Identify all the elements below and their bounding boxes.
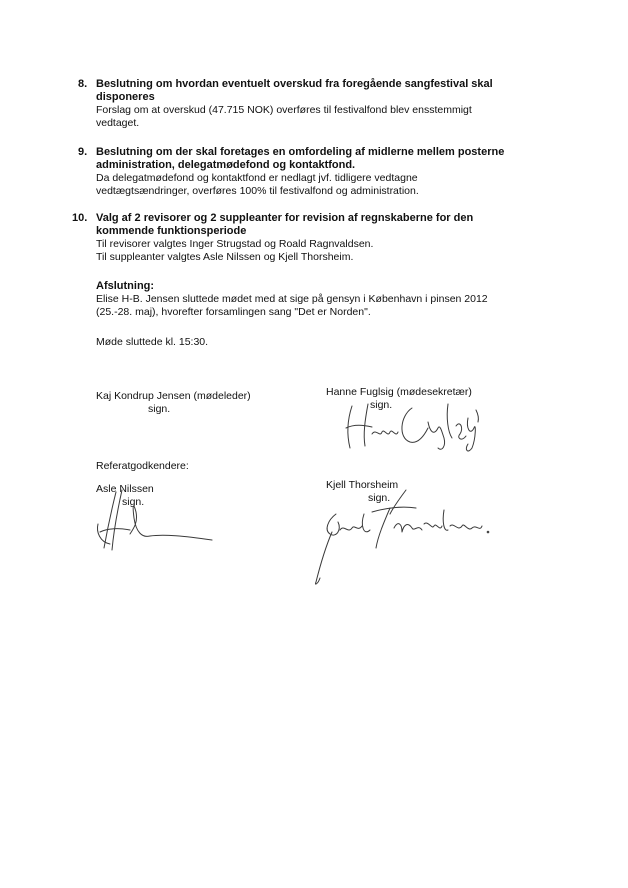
item-body-line: Til suppleanter valgtes Asle Nilssen og Kjell Thorsheim. xyxy=(96,251,354,263)
item-body-line: Da delegatmødefond og kontaktfond er nedlagt jvf. tidligere vedtagne xyxy=(96,172,418,184)
item-body-line: Forslag om at overskud (47.715 NOK) overføres til festivalfond blev ensstemmigt xyxy=(96,104,472,116)
closing-body-line: Elise H-B. Jensen sluttede mødet med at sige på gensyn i København i pinsen 2012 xyxy=(96,293,488,305)
secretary-handwritten-signature xyxy=(338,398,488,458)
approver1-sign-label: sign. xyxy=(122,496,145,508)
closing-section xyxy=(96,280,556,319)
closing-body-line: (25.-28. maj), hvorefter forsamlingen sang "Det er Norden". xyxy=(96,306,371,318)
item-title-line: Valg af 2 revisorer og 2 suppleanter for revision af regnskaberne for den xyxy=(96,212,474,224)
meeting-end-time: Møde sluttede kl. 15:30. xyxy=(96,336,209,348)
closing-heading: Afslutning: xyxy=(96,280,155,292)
item-body-line: vedtægtsændringer, overføres 100% til festivalfond og administration. xyxy=(96,185,419,197)
item-title-line: disponeres xyxy=(96,91,155,103)
secretary-name: Hanne Fuglsig (mødesekretær) xyxy=(326,386,472,398)
approver2-name: Kjell Thorsheim xyxy=(326,479,399,491)
chair-name: Kaj Kondrup Jensen (mødeleder) xyxy=(96,390,251,402)
closing-body xyxy=(96,293,556,319)
item-body-line: vedtaget. xyxy=(96,117,140,129)
item-title xyxy=(96,78,548,104)
approver2-handwritten-signature xyxy=(306,486,496,588)
agenda-item-10 xyxy=(72,212,548,264)
item-number: 9. xyxy=(78,146,88,158)
item-title-line: Beslutning om hvordan eventuelt overskud fra foregående sangfestival skal xyxy=(96,78,493,90)
item-body-line: Til revisorer valgtes Inger Strugstad og Roald Ragnvaldsen. xyxy=(96,238,374,250)
item-body xyxy=(96,104,548,130)
item-title xyxy=(96,212,548,238)
approver2-sign-label: sign. xyxy=(368,492,391,504)
secretary-sign-label: sign. xyxy=(370,399,393,411)
item-body xyxy=(96,172,548,198)
item-title-line: kommende funktionsperiode xyxy=(96,225,247,237)
approver1-handwritten-signature xyxy=(94,488,224,558)
item-title-line: administration, delegatmødefond og kontaktfond. xyxy=(96,159,356,171)
item-title xyxy=(96,146,548,172)
approver1-name: Asle Nilssen xyxy=(96,483,154,495)
agenda-item-8 xyxy=(78,78,548,130)
item-title-line: Beslutning om der skal foretages en omfordeling af midlerne mellem posterne xyxy=(96,146,505,158)
agenda-item-9 xyxy=(78,146,548,198)
item-body xyxy=(96,238,548,264)
chair-sign-label: sign. xyxy=(148,403,171,415)
item-number: 8. xyxy=(78,78,88,90)
item-number: 10. xyxy=(72,212,88,224)
approvers-label: Referatgodkendere: xyxy=(96,460,189,472)
